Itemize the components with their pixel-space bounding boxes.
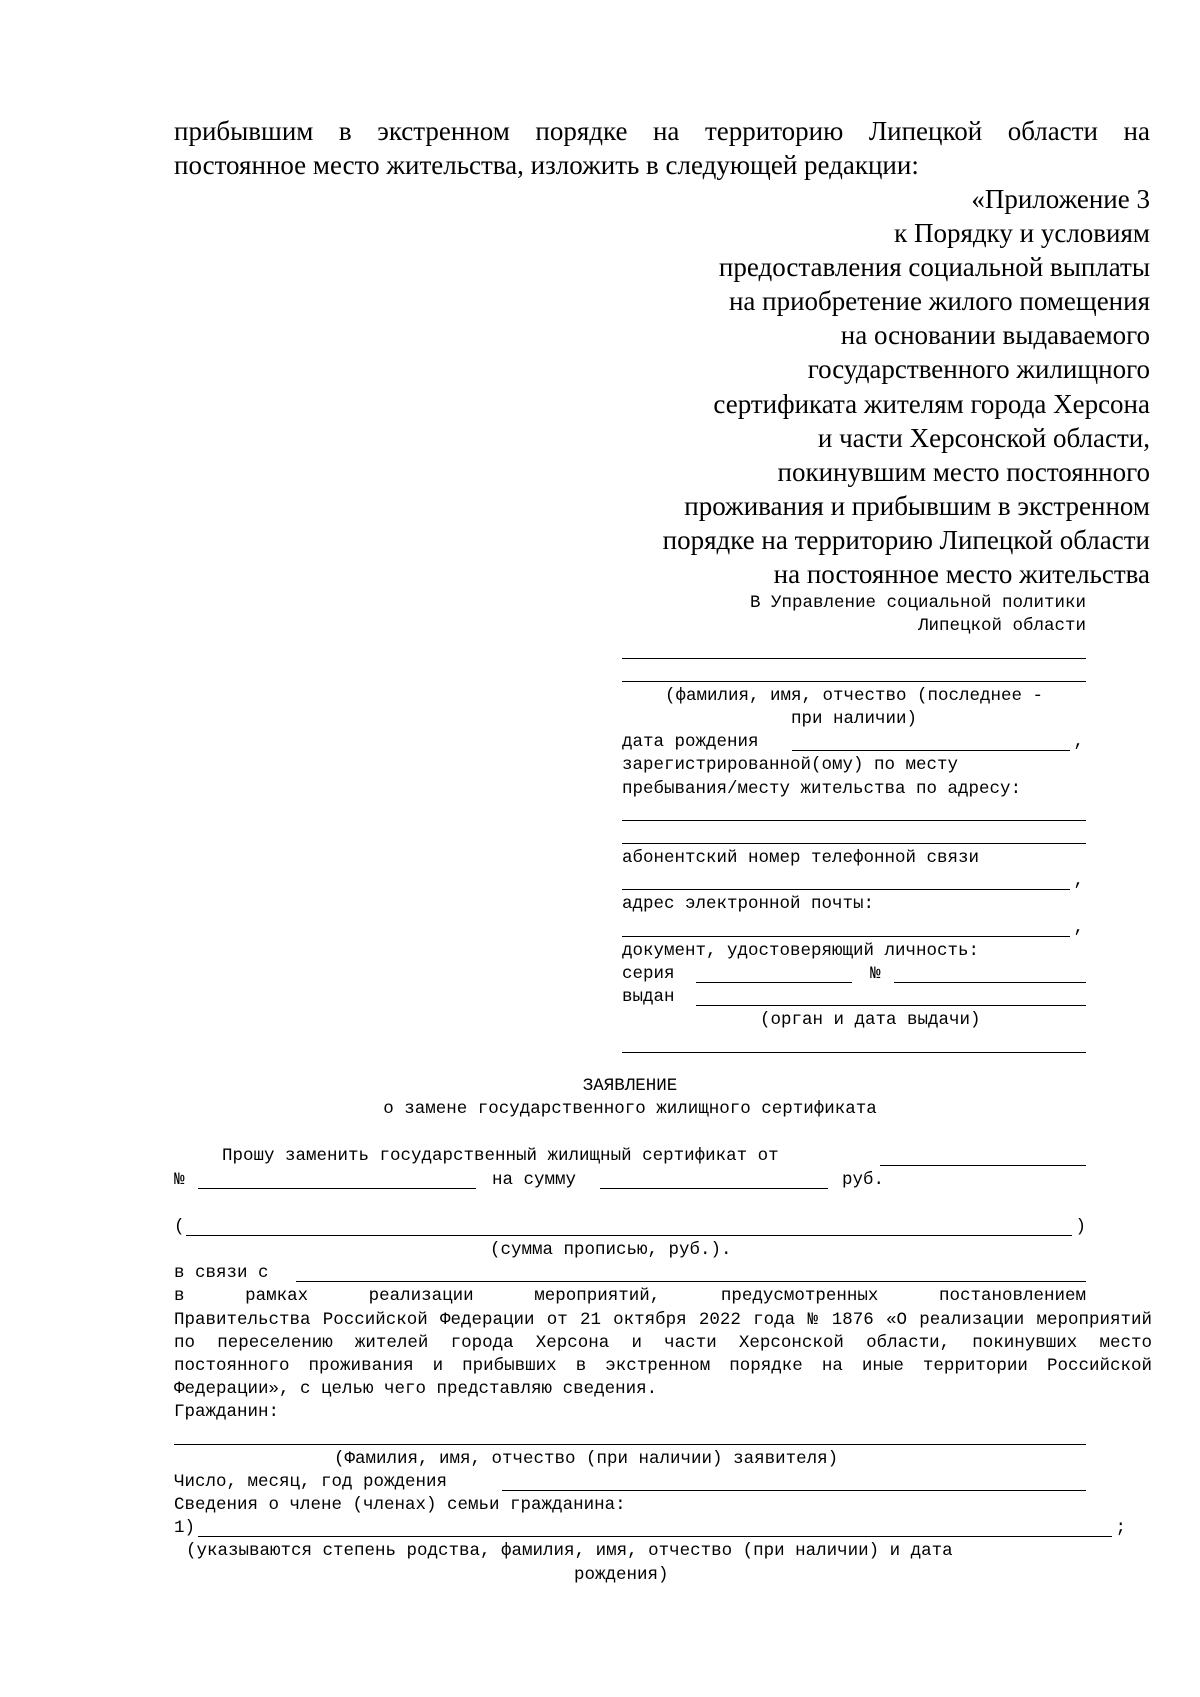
appendix-line: «Приложение 3 xyxy=(971,184,1150,214)
appendix-line: и части Херсонской области, xyxy=(817,422,1150,453)
semicolon: ; xyxy=(1115,1518,1126,1539)
statement-title: ЗАЯВЛЕНИЕ xyxy=(582,1076,678,1096)
appendix-line: предоставления социальной выплаты xyxy=(718,252,1150,283)
appendix-line: покинувшим место постоянного xyxy=(777,456,1150,487)
addressee-block xyxy=(622,592,1086,1056)
appendix-line: порядке на территорию Липецкой области xyxy=(662,524,1150,555)
citizen-birth-row xyxy=(174,1471,1086,1494)
identity-doc-label: документ, удостоверяющий личность: xyxy=(622,940,980,961)
series-field[interactable] xyxy=(696,982,852,983)
intro-line-2: постоянное место жительства, изложить в следующей редакции: xyxy=(174,150,919,180)
paren-open: ( xyxy=(174,1216,185,1237)
sum-caption: (сумма прописью, руб.). xyxy=(490,1239,732,1260)
appendix-line: к Порядку и условиям xyxy=(894,218,1150,249)
intro-line-1: прибывшим в экстренном порядке на территорию Липецкой области на xyxy=(174,116,1150,146)
applicant-name-row-2 xyxy=(622,662,1086,685)
issued-row-2 xyxy=(622,1033,1086,1056)
comma: , xyxy=(1073,917,1084,938)
email-field[interactable] xyxy=(622,936,1070,937)
issued-label: выдан xyxy=(622,987,675,1008)
appendix-heading xyxy=(530,182,1150,591)
series-row xyxy=(622,963,1086,986)
email-row xyxy=(622,917,1086,940)
paren-close: ) xyxy=(1075,1216,1086,1237)
issued-field-2[interactable] xyxy=(622,1052,1086,1053)
sum-words-row xyxy=(174,1216,1086,1239)
word: предусмотренных xyxy=(720,1286,879,1307)
address-row-1 xyxy=(622,801,1086,824)
series-label: серия xyxy=(622,964,675,984)
birth-date-label: дата рождения xyxy=(622,732,759,753)
issued-caption-row xyxy=(622,1009,1086,1032)
issued-field[interactable] xyxy=(696,1005,1086,1006)
citizen-label: Гражданин: xyxy=(174,1402,280,1423)
sum-words-field[interactable] xyxy=(186,1235,1072,1236)
comma: , xyxy=(1073,871,1084,892)
sum-caption-row xyxy=(174,1239,1086,1262)
family-caption-row-2 xyxy=(174,1564,1086,1587)
certificate-number-field[interactable] xyxy=(198,1188,476,1189)
applicant-caption: (Фамилия, имя, отчество (при наличии) заявителя) xyxy=(334,1448,839,1469)
reason-field[interactable] xyxy=(296,1281,1086,1282)
email-label: адрес электронной почты: xyxy=(622,894,875,915)
phone-row xyxy=(622,870,1086,893)
registration-line-1: зарегистрированной(ому) по месту xyxy=(622,755,959,776)
applicant-row xyxy=(174,1424,1086,1447)
family-caption-row-1 xyxy=(174,1540,1086,1563)
number-field[interactable] xyxy=(894,982,1086,983)
family-item-row xyxy=(174,1517,1126,1540)
address-field-2[interactable] xyxy=(622,843,1086,844)
sum-field[interactable] xyxy=(600,1188,828,1189)
appendix-line: сертификата жителям города Херсона xyxy=(713,388,1150,419)
appendix-line: на основании выдаваемого xyxy=(840,320,1150,351)
address-row-2 xyxy=(622,824,1086,847)
word: рамках xyxy=(245,1286,309,1307)
reason-label: в связи с xyxy=(174,1263,269,1284)
applicant-field[interactable] xyxy=(174,1444,1086,1445)
citizen-birth-field[interactable] xyxy=(502,1490,1086,1491)
word: в xyxy=(174,1286,185,1307)
addressee-line-1: В Управление социальной политики xyxy=(749,593,1086,613)
applicant-name-row-1 xyxy=(622,638,1086,661)
applicant-name-field-1[interactable] xyxy=(622,658,1086,659)
request-row xyxy=(174,1145,1086,1168)
family-caption-1: (указываются степень родства, фамилия, имя, отчество (при наличии) и дата xyxy=(186,1541,953,1562)
family-member-field[interactable] xyxy=(198,1536,1112,1537)
comma: , xyxy=(1073,732,1084,753)
issued-caption: (орган и дата выдачи) xyxy=(760,1010,981,1031)
appendix-line: на постоянное место жительства xyxy=(773,559,1150,590)
applicant-name-field-2[interactable] xyxy=(622,681,1086,682)
family-caption-2: рождения) xyxy=(574,1564,669,1585)
phone-label: абонентский номер телефонной связи xyxy=(622,848,980,869)
spacer xyxy=(174,1192,1086,1216)
statement-block xyxy=(174,1075,1152,1587)
family-item-number: 1) xyxy=(174,1518,196,1539)
framework-row xyxy=(174,1285,1086,1308)
citizen-birth-label: Число, месяц, год рождения xyxy=(174,1471,448,1492)
basis-paragraph: Правительства Российской Федерации от 21 октября 2022 года № 1876 «О реализации мероприятий по переселению жителей города Херсона и части Херсонской области, покинувших место постоянного проживания и прибывших в экстренном порядке на иные территории Российской Федерации», с целью чего представляю сведения. xyxy=(174,1309,1152,1400)
issued-row xyxy=(622,986,1086,1009)
word: реализации xyxy=(368,1286,474,1307)
appendix-line: проживания и прибывшим в экстренном xyxy=(684,490,1150,521)
reason-row xyxy=(174,1262,1086,1285)
birth-date-field[interactable] xyxy=(792,750,1070,751)
word: постановлением xyxy=(938,1286,1086,1307)
appendix-line: на приобретение жилого помещения xyxy=(728,286,1150,317)
fio-caption-2: при наличии) xyxy=(790,708,918,729)
word: мероприятий, xyxy=(534,1286,661,1307)
certificate-number-label: № xyxy=(174,1169,185,1190)
certificate-number-row xyxy=(174,1169,1086,1192)
phone-field[interactable] xyxy=(622,889,1070,890)
spacer xyxy=(174,1121,1086,1145)
registration-line-2: пребывания/месту жительства по адресу: xyxy=(622,778,1022,799)
fio-caption-1: (фамилия, имя, отчество (последнее - xyxy=(664,685,1044,706)
appendix-line: государственного жилищного xyxy=(807,354,1150,385)
number-label: № xyxy=(870,964,881,984)
birth-date-row xyxy=(622,731,1086,754)
sum-label: на сумму xyxy=(492,1169,577,1190)
intro-paragraph xyxy=(174,114,1150,182)
address-field-1[interactable] xyxy=(622,820,1086,821)
applicant-caption-row xyxy=(174,1448,1086,1471)
rub-label: руб. xyxy=(842,1169,885,1190)
statement-subtitle: о замене государственного жилищного сертификата xyxy=(383,1099,877,1120)
addressee-line-2: Липецкой области xyxy=(917,616,1086,637)
certificate-date-field[interactable] xyxy=(880,1165,1086,1166)
request-text: Прошу заменить государственный жилищный сертификат от xyxy=(222,1146,779,1167)
family-label: Сведения о члене (членах) семьи гражданина: xyxy=(174,1495,626,1516)
